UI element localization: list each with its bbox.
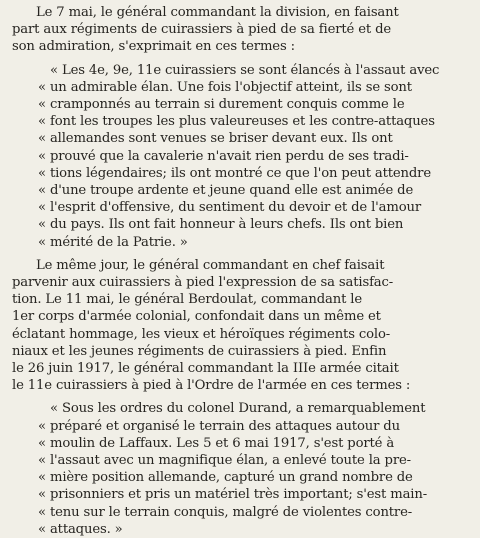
- text-line: tion. Le 11 mai, le général Berdoulat, commandant le: [12, 292, 363, 308]
- quote-line: « cramponnés au terrain si durement conquis comme le: [38, 97, 405, 113]
- quote-line: « Sous les ordres du colonel Durand, a remarquablement: [50, 401, 426, 417]
- quote-division-general: [12, 62, 470, 251]
- quote-line: « prisonniers et pris un matériel très important; s'est main-: [38, 487, 428, 503]
- quote-line: « allemandes sont venues se briser devant eux. Ils ont: [38, 131, 393, 147]
- paragraph-intro: [12, 4, 470, 56]
- text-line: Le 7 mai, le général commandant la division, en faisant: [36, 5, 399, 20]
- quote-line: « font les troupes les plus valeureuses et les contre-attaques: [38, 114, 435, 130]
- text-line: éclatant hommage, les vieux et héroïques régiments colo-: [12, 326, 391, 342]
- quote-line: « moulin de Laffaux. Les 5 et 6 mai 1917, s'est porté à: [38, 435, 395, 451]
- quote-army-citation: [12, 400, 470, 538]
- quote-line: « attaques. »: [38, 521, 123, 537]
- text-line: le 11e cuirassiers à pied à l'Ordre de l'armée en ces termes :: [12, 378, 411, 394]
- paragraph-same-day: [12, 257, 470, 395]
- text-line: part aux régiments de cuirassiers à pied de sa fierté et de: [12, 22, 392, 38]
- quote-line: « mière position allemande, capturé un grand nombre de: [38, 470, 413, 486]
- text-line: 1er corps d'armée colonial, confondait dans un même et: [12, 309, 381, 325]
- text-line: niaux et les jeunes régiments de cuirassiers à pied. Enfin: [12, 343, 387, 359]
- quote-line: « d'une troupe ardente et jeune quand elle est animée de: [38, 183, 414, 199]
- quote-line: « tions légendaires; ils ont montré ce que l'on peut attendre: [38, 165, 431, 181]
- quote-line: « tenu sur le terrain conquis, malgré de violentes contre-: [38, 504, 413, 520]
- quote-line: « Les 4e, 9e, 11e cuirassiers se sont élancés à l'assaut avec: [50, 62, 440, 78]
- quote-line: « l'assaut avec un magnifique élan, a enlevé toute la pre-: [38, 453, 411, 469]
- text-line: le 26 juin 1917, le général commandant la IIIe armée citait: [12, 361, 399, 377]
- quote-line: « l'esprit d'offensive, du sentiment du devoir et de l'amour: [38, 200, 421, 216]
- quote-line: « prouvé que la cavalerie n'avait rien perdu de ses tradi-: [38, 148, 409, 164]
- quote-line: « du pays. Ils ont fait honneur à leurs chefs. Ils ont bien: [38, 217, 404, 233]
- text-line: parvenir aux cuirassiers à pied l'expression de sa satisfac-: [12, 275, 394, 291]
- text-line: Le même jour, le général commandant en chef faisait: [36, 257, 385, 273]
- text-line: son admiration, s'exprimait en ces termes :: [12, 39, 295, 55]
- quote-line: « un admirable élan. Une fois l'objectif atteint, ils se sont: [38, 79, 412, 95]
- quote-line: « mérité de la Patrie. »: [38, 234, 188, 250]
- quote-line: « préparé et organisé le terrain des attaques autour du: [38, 418, 400, 434]
